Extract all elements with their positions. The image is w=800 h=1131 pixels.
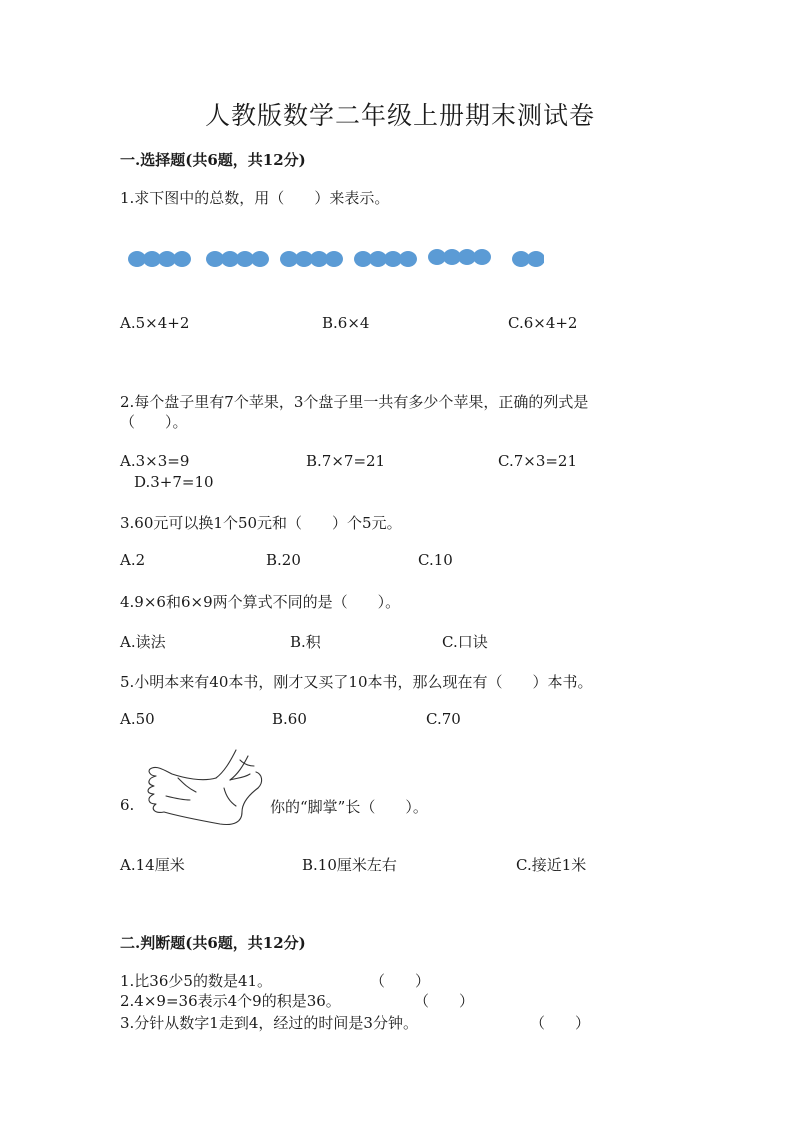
question-5-option-b[interactable]: B.60 — [272, 710, 307, 728]
section-heading-judgment: 二.判断题(共6题，共12分) — [120, 934, 306, 952]
question-2-option-a[interactable]: A.3×3=9 — [120, 452, 190, 470]
judgment-1-text: 1.比36少5的数是41。 — [120, 972, 273, 990]
question-4-text: 4.9×6和6×9两个算式不同的是（ ）。 — [120, 593, 401, 611]
question-2-text-line1: 2.每个盘子里有7个苹果，3个盘子里一共有多少个苹果，正确的列式是 — [120, 393, 589, 411]
page-title: 人教版数学二年级上册期末测试卷 — [204, 101, 595, 130]
bead — [473, 249, 491, 265]
question-3-text: 3.60元可以换1个50元和（ ）个5元。 — [120, 514, 402, 532]
question-4-option-a[interactable]: A.读法 — [120, 633, 166, 651]
bead — [399, 251, 417, 267]
question-2-text-line2: （ ）。 — [120, 413, 188, 431]
question-6-text: 你的“脚掌”长（ ）。 — [270, 798, 428, 816]
foot-sketch-image — [138, 748, 268, 830]
bead — [173, 251, 191, 267]
question-3-option-a[interactable]: A.2 — [120, 551, 146, 569]
question-4-option-b[interactable]: B.积 — [290, 633, 321, 651]
question-6-option-c[interactable]: C.接近1米 — [516, 856, 587, 874]
judgment-3-blank[interactable]: （ ） — [530, 1014, 591, 1032]
judgment-2-text: 2.4×9=36表示4个9的积是36。 — [120, 992, 341, 1010]
question-4-option-c[interactable]: C.口诀 — [442, 633, 488, 651]
question-2-option-d[interactable]: D.3+7=10 — [134, 473, 214, 491]
question-1-text: 1.求下图中的总数，用（ ）来表示。 — [120, 189, 390, 207]
question-6-number: 6. — [120, 796, 135, 814]
question-1-option-b[interactable]: B.6×4 — [322, 314, 370, 332]
question-1-option-a[interactable]: A.5×4+2 — [120, 314, 190, 332]
question-3-option-c[interactable]: C.10 — [418, 551, 453, 569]
question-5-option-c[interactable]: C.70 — [426, 710, 461, 728]
question-6-option-a[interactable]: A.14厘米 — [120, 856, 185, 874]
bead-groups-figure — [124, 246, 544, 272]
bead — [251, 251, 269, 267]
question-5-option-a[interactable]: A.50 — [120, 710, 155, 728]
section-heading-choice: 一.选择题(共6题，共12分) — [120, 151, 306, 169]
question-6-option-b[interactable]: B.10厘米左右 — [302, 856, 397, 874]
question-2-option-b[interactable]: B.7×7=21 — [306, 452, 386, 470]
question-5-text: 5.小明本来有40本书，刚才又买了10本书，那么现在有（ ）本书。 — [120, 673, 593, 691]
judgment-1-blank[interactable]: （ ） — [370, 972, 431, 990]
question-1-option-c[interactable]: C.6×4+2 — [508, 314, 578, 332]
judgment-3-text: 3.分针从数字1走到4，经过的时间是3分钟。 — [120, 1014, 418, 1032]
question-3-option-b[interactable]: B.20 — [266, 551, 301, 569]
bead — [325, 251, 343, 267]
bead — [527, 251, 544, 267]
question-2-option-c[interactable]: C.7×3=21 — [498, 452, 578, 470]
judgment-2-blank[interactable]: （ ） — [414, 992, 475, 1010]
